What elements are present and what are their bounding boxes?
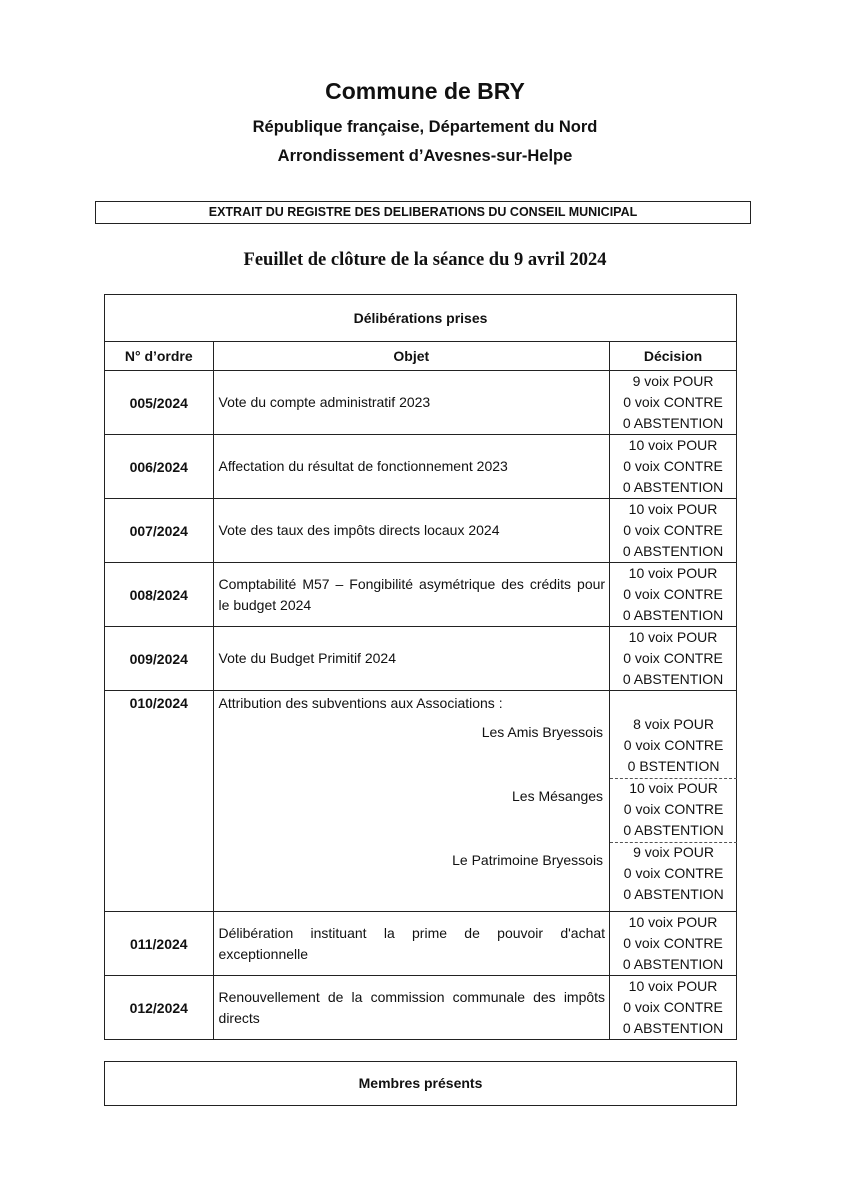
- decision-line: 0 ABSTENTION: [622, 671, 724, 687]
- row-decision: [610, 691, 737, 912]
- row-num: 005/2024: [105, 371, 214, 435]
- row-num: 010/2024: [105, 691, 214, 912]
- table-row: [105, 371, 737, 435]
- subventions-intro: Attribution des subventions aux Associations :: [218, 695, 503, 711]
- rows-before: [105, 371, 737, 691]
- objet-text: Vote du Budget Primitif 2024: [218, 650, 396, 666]
- objet-text: Affectation du résultat de fonctionnement 2023: [218, 458, 508, 474]
- decision-line: 0 ABSTENTION: [623, 886, 724, 902]
- row-objet: [213, 371, 610, 435]
- row-objet: [213, 691, 610, 912]
- arrondissement-line: Arrondissement d’Avesnes-sur-Helpe: [277, 147, 573, 165]
- decision-line: 10 voix POUR: [628, 978, 718, 994]
- row-decision: [610, 976, 737, 1040]
- row-num: 006/2024: [105, 435, 214, 499]
- row-num: 011/2024: [105, 912, 214, 976]
- row-num: 009/2024: [105, 627, 214, 691]
- decision-line: 0 voix CONTRE: [623, 394, 723, 410]
- table-row-subventions: [105, 691, 737, 912]
- table-row: [105, 499, 737, 563]
- row-decision: [610, 912, 737, 976]
- decision-line: 9 voix POUR: [632, 373, 714, 389]
- row-objet: [213, 912, 610, 976]
- row-objet: [213, 627, 610, 691]
- objet-text: Renouvellement de la commission communale des impôts directs: [218, 988, 606, 1026]
- table-row: [105, 435, 737, 499]
- row-decision: [610, 627, 737, 691]
- objet-text: Comptabilité M57 – Fongibilité asymétrique des crédits pour le budget 2024: [218, 575, 606, 613]
- decision-line: 0 ABSTENTION: [622, 956, 724, 972]
- rows-after: [105, 912, 737, 1040]
- decision-line: 0 voix CONTRE: [623, 999, 723, 1015]
- row-objet: [213, 976, 610, 1040]
- row-num: 007/2024: [105, 499, 214, 563]
- decision-line: 10 voix POUR: [628, 437, 718, 453]
- decision-line: 10 voix POUR: [628, 565, 718, 581]
- objet-text: Vote du compte administratif 2023: [218, 394, 431, 410]
- table-row: [105, 627, 737, 691]
- table-row: [105, 563, 737, 627]
- decision-line: 0 BSTENTION: [627, 758, 720, 774]
- members-present-box: Membres présents: [104, 1061, 737, 1106]
- row-objet: [213, 563, 610, 627]
- objet-text: Délibération instituant la prime de pouvoir d'achat exceptionnelle: [218, 924, 606, 962]
- table-row: [105, 912, 737, 976]
- decision-line: 0 ABSTENTION: [622, 1020, 724, 1036]
- row-num: 008/2024: [105, 563, 214, 627]
- republique-line: République française, Département du Nord: [252, 118, 598, 136]
- decision-line: 10 voix POUR: [629, 780, 718, 796]
- table-caption: Délibérations prises: [105, 295, 737, 342]
- row-decision: [610, 499, 737, 563]
- decision-line: 9 voix POUR: [633, 844, 715, 860]
- column-header-objet: Objet: [213, 342, 610, 371]
- decision-line: 0 ABSTENTION: [622, 607, 724, 623]
- row-objet: [213, 499, 610, 563]
- row-decision: [610, 371, 737, 435]
- table-header-row: [105, 342, 737, 371]
- row-num: 012/2024: [105, 976, 214, 1040]
- deliberations-table: [104, 294, 737, 1040]
- table-row: [105, 976, 737, 1040]
- decision-line: 0 voix CONTRE: [623, 737, 724, 753]
- column-header-num: N° d’ordre: [105, 342, 214, 371]
- decision-line: 0 ABSTENTION: [622, 543, 724, 559]
- extract-register-banner: EXTRAIT DU REGISTRE DES DELIBERATIONS DU CONSEIL MUNICIPAL: [95, 201, 751, 224]
- decision-line: 0 voix CONTRE: [623, 522, 723, 538]
- decision-line: 0 voix CONTRE: [623, 650, 723, 666]
- decision-line: 8 voix POUR: [633, 716, 715, 732]
- commune-title: Commune de BRY: [325, 78, 525, 104]
- row-decision: [610, 435, 737, 499]
- session-title: Feuillet de clôture de la séance du 9 avril 2024: [243, 250, 607, 270]
- decision-line: 0 voix CONTRE: [623, 935, 723, 951]
- decision-line: 10 voix POUR: [628, 501, 718, 517]
- decision-line: 0 voix CONTRE: [623, 586, 723, 602]
- objet-text: Vote des taux des impôts directs locaux 2024: [218, 522, 500, 538]
- row-objet: [213, 435, 610, 499]
- decision-line: 0 ABSTENTION: [622, 415, 724, 431]
- decision-line: 10 voix POUR: [628, 629, 718, 645]
- decision-line: 0 voix CONTRE: [623, 458, 723, 474]
- row-decision: [610, 563, 737, 627]
- association-name: Le Patrimoine Bryessois: [452, 852, 604, 868]
- decision-line: 0 voix CONTRE: [623, 801, 724, 817]
- association-name: Les Mésanges: [512, 788, 604, 804]
- decision-line: 0 voix CONTRE: [623, 865, 724, 881]
- decision-line: 0 ABSTENTION: [623, 822, 724, 838]
- decision-line: 10 voix POUR: [628, 914, 718, 930]
- association-name: Les Amis Bryessois: [481, 724, 604, 740]
- column-header-decision: Décision: [610, 342, 737, 371]
- decision-line: 0 ABSTENTION: [622, 479, 724, 495]
